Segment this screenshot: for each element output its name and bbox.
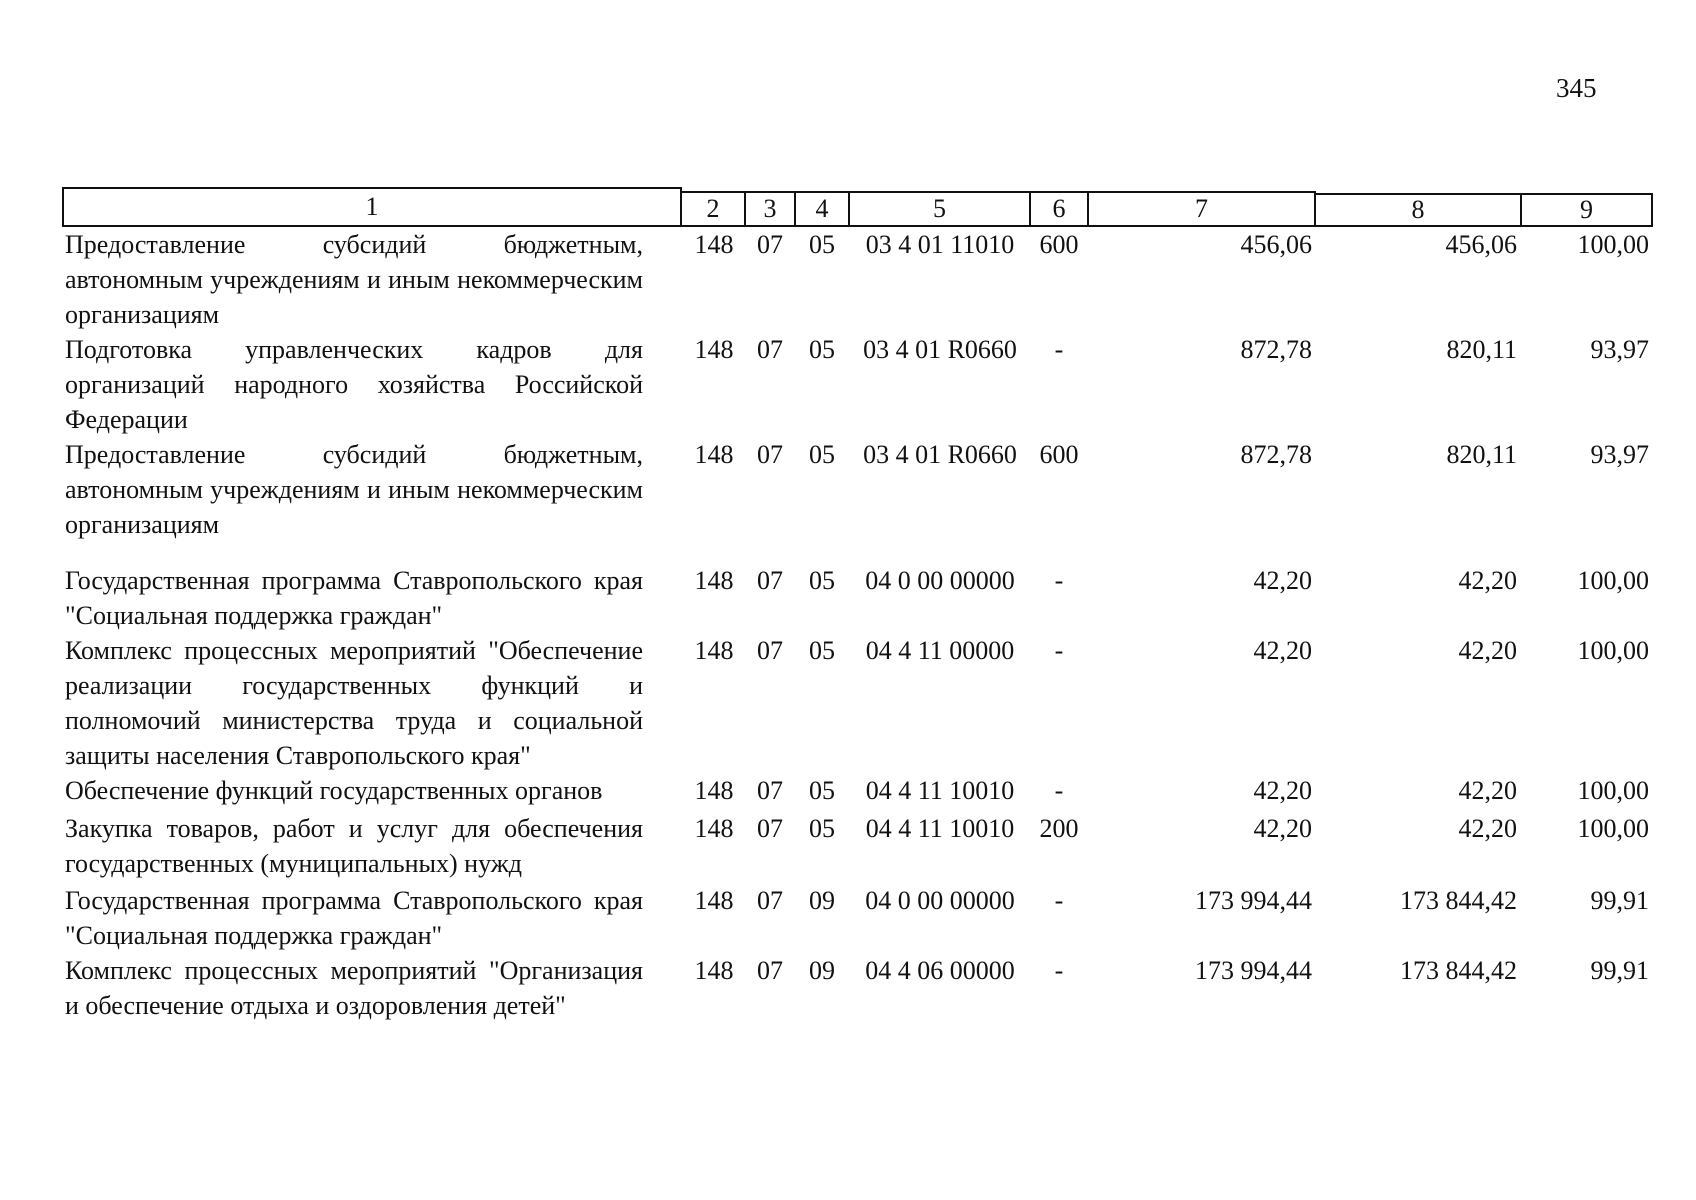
row-subsection: 05: [809, 636, 835, 665]
row-plan-value: 42,20: [1253, 636, 1312, 665]
row-subsection: 09: [809, 956, 835, 985]
row-admin-code: 148: [694, 335, 734, 364]
row-subsection: 05: [809, 230, 835, 259]
row-percent: 93,97: [1590, 335, 1649, 364]
row-fact-value: 42,20: [1458, 776, 1517, 805]
row-admin-code: 148: [694, 636, 734, 665]
header-col-8: 8: [1314, 193, 1522, 227]
header-col-6: 6: [1029, 191, 1089, 227]
row-plan-value: 42,20: [1253, 814, 1312, 843]
row-fact-value: 173 844,42: [1400, 956, 1517, 985]
row-expense-type: 200: [1039, 814, 1079, 843]
row-section: 07: [757, 566, 783, 595]
row-expense-type: -: [1054, 886, 1064, 915]
row-percent: 100,00: [1577, 776, 1649, 805]
row-admin-code: 148: [694, 814, 734, 843]
row-percent: 100,00: [1577, 230, 1649, 259]
row-admin-code: 148: [694, 230, 734, 259]
row-target-code: 04 4 11 00000: [865, 636, 1015, 665]
row-target-code: 03 4 01 R0660: [863, 335, 1017, 364]
row-plan-value: 456,06: [1240, 230, 1312, 259]
row-fact-value: 820,11: [1446, 335, 1517, 364]
row-section: 07: [757, 440, 783, 469]
row-percent: 100,00: [1577, 566, 1649, 595]
row-percent: 100,00: [1577, 636, 1649, 665]
row-percent: 100,00: [1577, 814, 1649, 843]
row-percent: 99,91: [1590, 956, 1649, 985]
row-section: 07: [757, 636, 783, 665]
row-plan-value: 42,20: [1253, 776, 1312, 805]
row-admin-code: 148: [694, 956, 734, 985]
header-col-7: 7: [1087, 191, 1316, 227]
table-header: [0, 0, 1696, 230]
row-name: Предоставление субсидий бюджетным, автономным учреждениям и иным некоммерческим организациям: [65, 230, 643, 329]
row-subsection: 05: [809, 566, 835, 595]
row-plan-value: 872,78: [1240, 335, 1312, 364]
row-target-code: 04 0 00 00000: [865, 566, 1015, 595]
row-fact-value: 42,20: [1458, 636, 1517, 665]
row-admin-code: 148: [694, 566, 734, 595]
row-section: 07: [757, 776, 783, 805]
row-plan-value: 173 994,44: [1195, 956, 1312, 985]
row-name: Комплекс процессных мероприятий "Организация и обеспечение отдыха и оздоровления детей": [65, 956, 643, 1020]
row-expense-type: -: [1054, 636, 1064, 665]
row-subsection: 05: [809, 776, 835, 805]
row-name: Обеспечение функций государственных органов: [65, 776, 603, 805]
row-target-code: 03 4 01 R0660: [863, 440, 1017, 469]
row-plan-value: 42,20: [1253, 566, 1312, 595]
row-section: 07: [757, 814, 783, 843]
row-subsection: 05: [809, 814, 835, 843]
row-admin-code: 148: [694, 776, 734, 805]
header-col-2: 2: [680, 191, 746, 227]
row-section: 07: [757, 956, 783, 985]
row-expense-type: -: [1054, 956, 1064, 985]
row-fact-value: 456,06: [1445, 230, 1517, 259]
row-name: Государственная программа Ставропольского края "Социальная поддержка граждан": [65, 566, 643, 630]
row-fact-value: 42,20: [1458, 814, 1517, 843]
row-subsection: 09: [809, 886, 835, 915]
row-subsection: 05: [809, 440, 835, 469]
row-name: Закупка товаров, работ и услуг для обеспечения государственных (муниципальных) нужд: [65, 814, 643, 878]
row-percent: 99,91: [1590, 886, 1649, 915]
row-expense-type: 600: [1039, 230, 1079, 259]
row-section: 07: [757, 230, 783, 259]
row-percent: 93,97: [1590, 440, 1649, 469]
row-plan-value: 173 994,44: [1195, 886, 1312, 915]
row-name: Предоставление субсидий бюджетным, автономным учреждениям и иным некоммерческим организациям: [65, 440, 643, 539]
header-col-3: 3: [744, 191, 796, 227]
row-fact-value: 820,11: [1446, 440, 1517, 469]
row-admin-code: 148: [694, 886, 734, 915]
row-target-code: 03 4 01 11010: [865, 230, 1015, 259]
header-col-1: 1: [62, 187, 682, 227]
row-subsection: 05: [809, 335, 835, 364]
row-admin-code: 148: [694, 440, 734, 469]
row-expense-type: -: [1054, 776, 1064, 805]
row-plan-value: 872,78: [1240, 440, 1312, 469]
row-expense-type: 600: [1039, 440, 1079, 469]
row-fact-value: 42,20: [1458, 566, 1517, 595]
row-section: 07: [757, 335, 783, 364]
row-target-code: 04 0 00 00000: [865, 886, 1015, 915]
row-section: 07: [757, 886, 783, 915]
header-col-4: 4: [794, 191, 850, 227]
row-target-code: 04 4 11 10010: [865, 776, 1015, 805]
row-fact-value: 173 844,42: [1400, 886, 1517, 915]
row-name: Комплекс процессных мероприятий "Обеспечение реализации государственных функций и полномочий министерства труда и социальной защиты населения Ставропольского края": [65, 636, 643, 770]
row-expense-type: -: [1054, 335, 1064, 364]
row-name: Подготовка управленческих кадров для организаций народного хозяйства Российской Федерации: [65, 335, 643, 434]
header-col-9: 9: [1520, 193, 1653, 227]
header-col-5: 5: [848, 191, 1031, 227]
page-number: 345: [1556, 73, 1597, 103]
row-target-code: 04 4 11 10010: [865, 814, 1015, 843]
row-expense-type: -: [1054, 566, 1064, 595]
row-name: Государственная программа Ставропольского края "Социальная поддержка граждан": [65, 886, 643, 950]
row-target-code: 04 4 06 00000: [865, 956, 1015, 985]
